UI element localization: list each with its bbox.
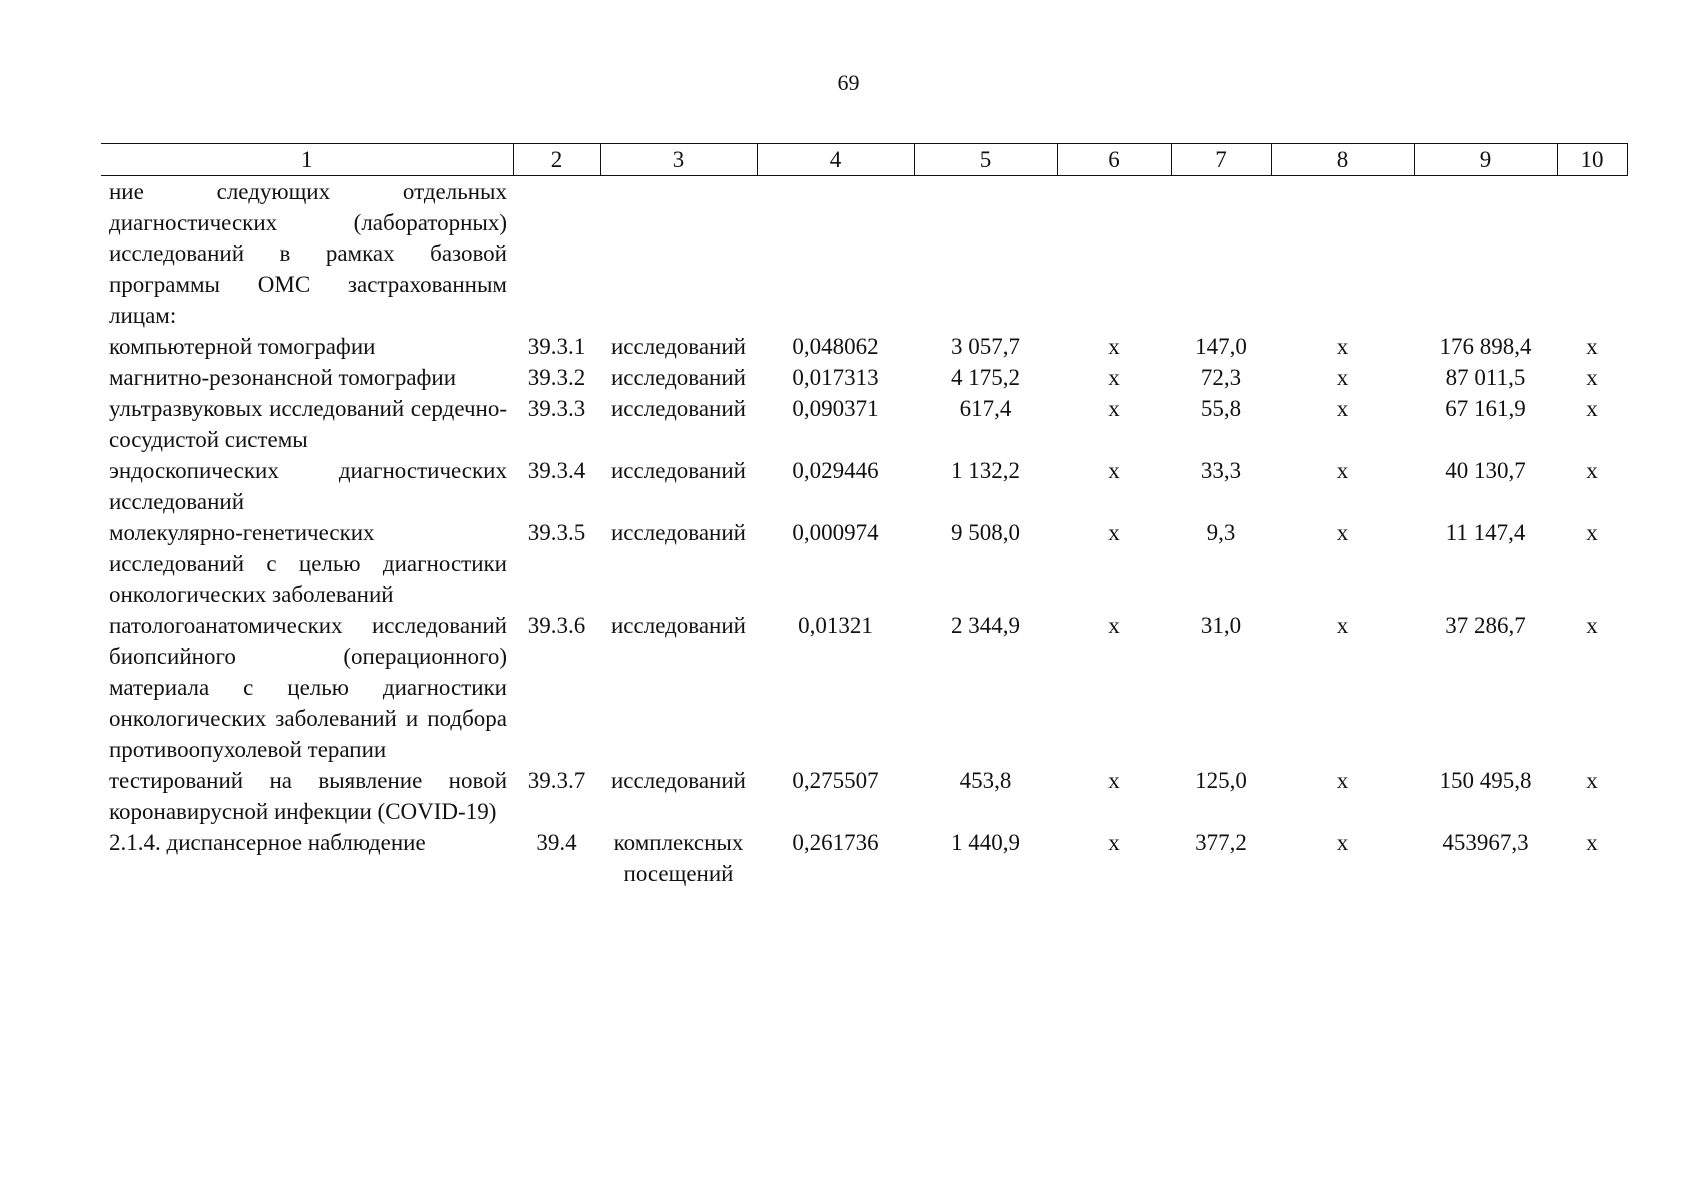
table-row [101,765,1627,827]
header-row [101,144,1627,176]
row-unit: исследований [610,334,746,359]
row-value-6 [1057,176,1171,332]
column-header: 5 [914,144,1057,176]
row-value-4: 0,01321 [798,613,873,638]
row-value-9: 67 161,9 [1445,396,1526,421]
row-value-10: х [1586,613,1598,638]
table-header [101,144,1627,176]
row-unit: исследований [610,613,746,638]
row-unit: исследований [610,365,746,390]
row-value-6: х [1108,334,1120,359]
row-value-5 [914,176,1057,332]
column-header: 4 [757,144,914,176]
row-value-5: 617,4 [959,396,1012,421]
row-value-10: х [1586,396,1598,421]
row-value-5: 9 508,0 [951,520,1020,545]
table-row [101,362,1627,393]
column-header: 1 [101,144,513,176]
row-value-6: х [1108,613,1120,638]
row-value-9: 453967,3 [1442,830,1529,855]
row-value-9 [1414,176,1557,332]
row-value-4: 0,000974 [792,520,879,545]
column-header: 8 [1271,144,1414,176]
row-code: 39.3.2 [527,365,586,390]
row-value-4: 0,261736 [792,830,879,855]
row-value-8: х [1336,365,1349,390]
row-value-6: х [1108,520,1120,545]
row-unit: исследований [610,396,746,421]
row-value-10: х [1586,768,1598,793]
row-name: 2.1.4. диспансерное наблюдение [109,830,426,855]
row-value-4: 0,275507 [792,768,879,793]
column-header: 10 [1557,144,1627,176]
row-value-9: 87 011,5 [1445,365,1526,390]
row-value-4: 0,048062 [792,334,879,359]
row-value-8: х [1336,613,1349,638]
row-unit: исследований [610,458,746,483]
row-value-5: 453,8 [959,768,1012,793]
column-header: 9 [1414,144,1557,176]
row-value-9: 40 130,7 [1445,458,1526,483]
row-value-7: 147,0 [1195,334,1247,359]
row-value-7: 33,3 [1200,458,1242,483]
row-value-7 [1171,176,1271,332]
row-value-8: х [1336,334,1349,359]
table-row [101,610,1627,765]
row-value-6: х [1108,365,1120,390]
row-name: тестирований на выявление новой коронавирусной инфекции (COVID-19) [109,768,507,824]
row-unit [600,176,757,332]
row-value-5: 2 344,9 [951,613,1020,638]
row-value-5: 1 440,9 [951,830,1020,855]
row-code: 39.3.1 [527,334,586,359]
row-name: эндоскопических диагностических исследований [109,458,507,514]
column-header: 6 [1057,144,1171,176]
row-value-6: х [1108,830,1120,855]
row-value-10: х [1586,520,1598,545]
row-name: ние следующих отдельных диагностических (лабораторных) исследований в рамках базовой программы ОМС застрахованным лицам: [109,179,507,328]
row-code [513,176,600,332]
row-code: 39.3.6 [527,613,586,638]
row-value-10: х [1586,458,1598,483]
row-code: 39.3.4 [527,458,586,483]
table-row [101,455,1627,517]
row-unit: исследований [610,768,746,793]
row-name: патологоанатомических исследований биопсийного (операционного) материала с целью диагностики онкологических заболеваний и подбора противоопухолевой терапии [109,613,507,762]
column-header: 3 [600,144,757,176]
table-row [101,393,1627,455]
row-value-9: 11 147,4 [1445,520,1526,545]
row-value-7: 31,0 [1200,613,1242,638]
row-name: ультразвуковых исследований сердечно-сосудистой системы [109,396,507,452]
row-value-10: х [1586,365,1598,390]
row-value-5: 4 175,2 [951,365,1020,390]
row-value-5: 3 057,7 [951,334,1020,359]
row-value-7: 125,0 [1195,768,1247,793]
row-value-6: х [1108,768,1120,793]
row-code: 39.4 [536,830,577,855]
row-value-4: 0,029446 [792,458,879,483]
table-row [101,331,1627,362]
column-header: 7 [1171,144,1271,176]
row-value-6: х [1108,396,1120,421]
row-name: молекулярно-генетических исследований с целью диагностики онкологических заболеваний [109,520,507,607]
row-value-7: 72,3 [1200,365,1242,390]
row-unit: исследований [610,520,746,545]
row-name: компьютерной томографии [109,334,376,359]
page-number: 69 [837,70,860,95]
table-row [101,827,1627,889]
row-value-8: х [1336,458,1349,483]
row-name: магнитно-резонансной томографии [109,365,457,390]
row-value-10: х [1586,830,1598,855]
row-value-7: 9,3 [1206,520,1236,545]
row-value-8: х [1336,768,1349,793]
row-unit: комплексных посещений [613,830,744,886]
row-value-4: 0,090371 [792,396,879,421]
row-value-9: 37 286,7 [1445,613,1526,638]
row-value-7: 377,2 [1195,830,1247,855]
data-table [101,143,1628,889]
row-code: 39.3.3 [527,396,586,421]
table-row [101,517,1627,610]
row-value-4 [757,176,914,332]
row-value-6: х [1108,458,1120,483]
row-value-10 [1557,176,1627,332]
row-value-8: х [1336,830,1349,855]
row-value-7: 55,8 [1200,396,1242,421]
row-code: 39.3.7 [527,768,586,793]
row-value-8: х [1336,520,1349,545]
row-value-8: х [1336,396,1349,421]
row-value-10: х [1586,334,1598,359]
column-header: 2 [513,144,600,176]
row-value-9: 176 898,4 [1439,334,1532,359]
table-body [101,176,1627,890]
row-value-8 [1271,176,1414,332]
row-value-5: 1 132,2 [951,458,1020,483]
row-code: 39.3.5 [527,520,586,545]
row-value-4: 0,017313 [792,365,879,390]
table-row [101,176,1627,332]
row-value-9: 150 495,8 [1439,768,1532,793]
